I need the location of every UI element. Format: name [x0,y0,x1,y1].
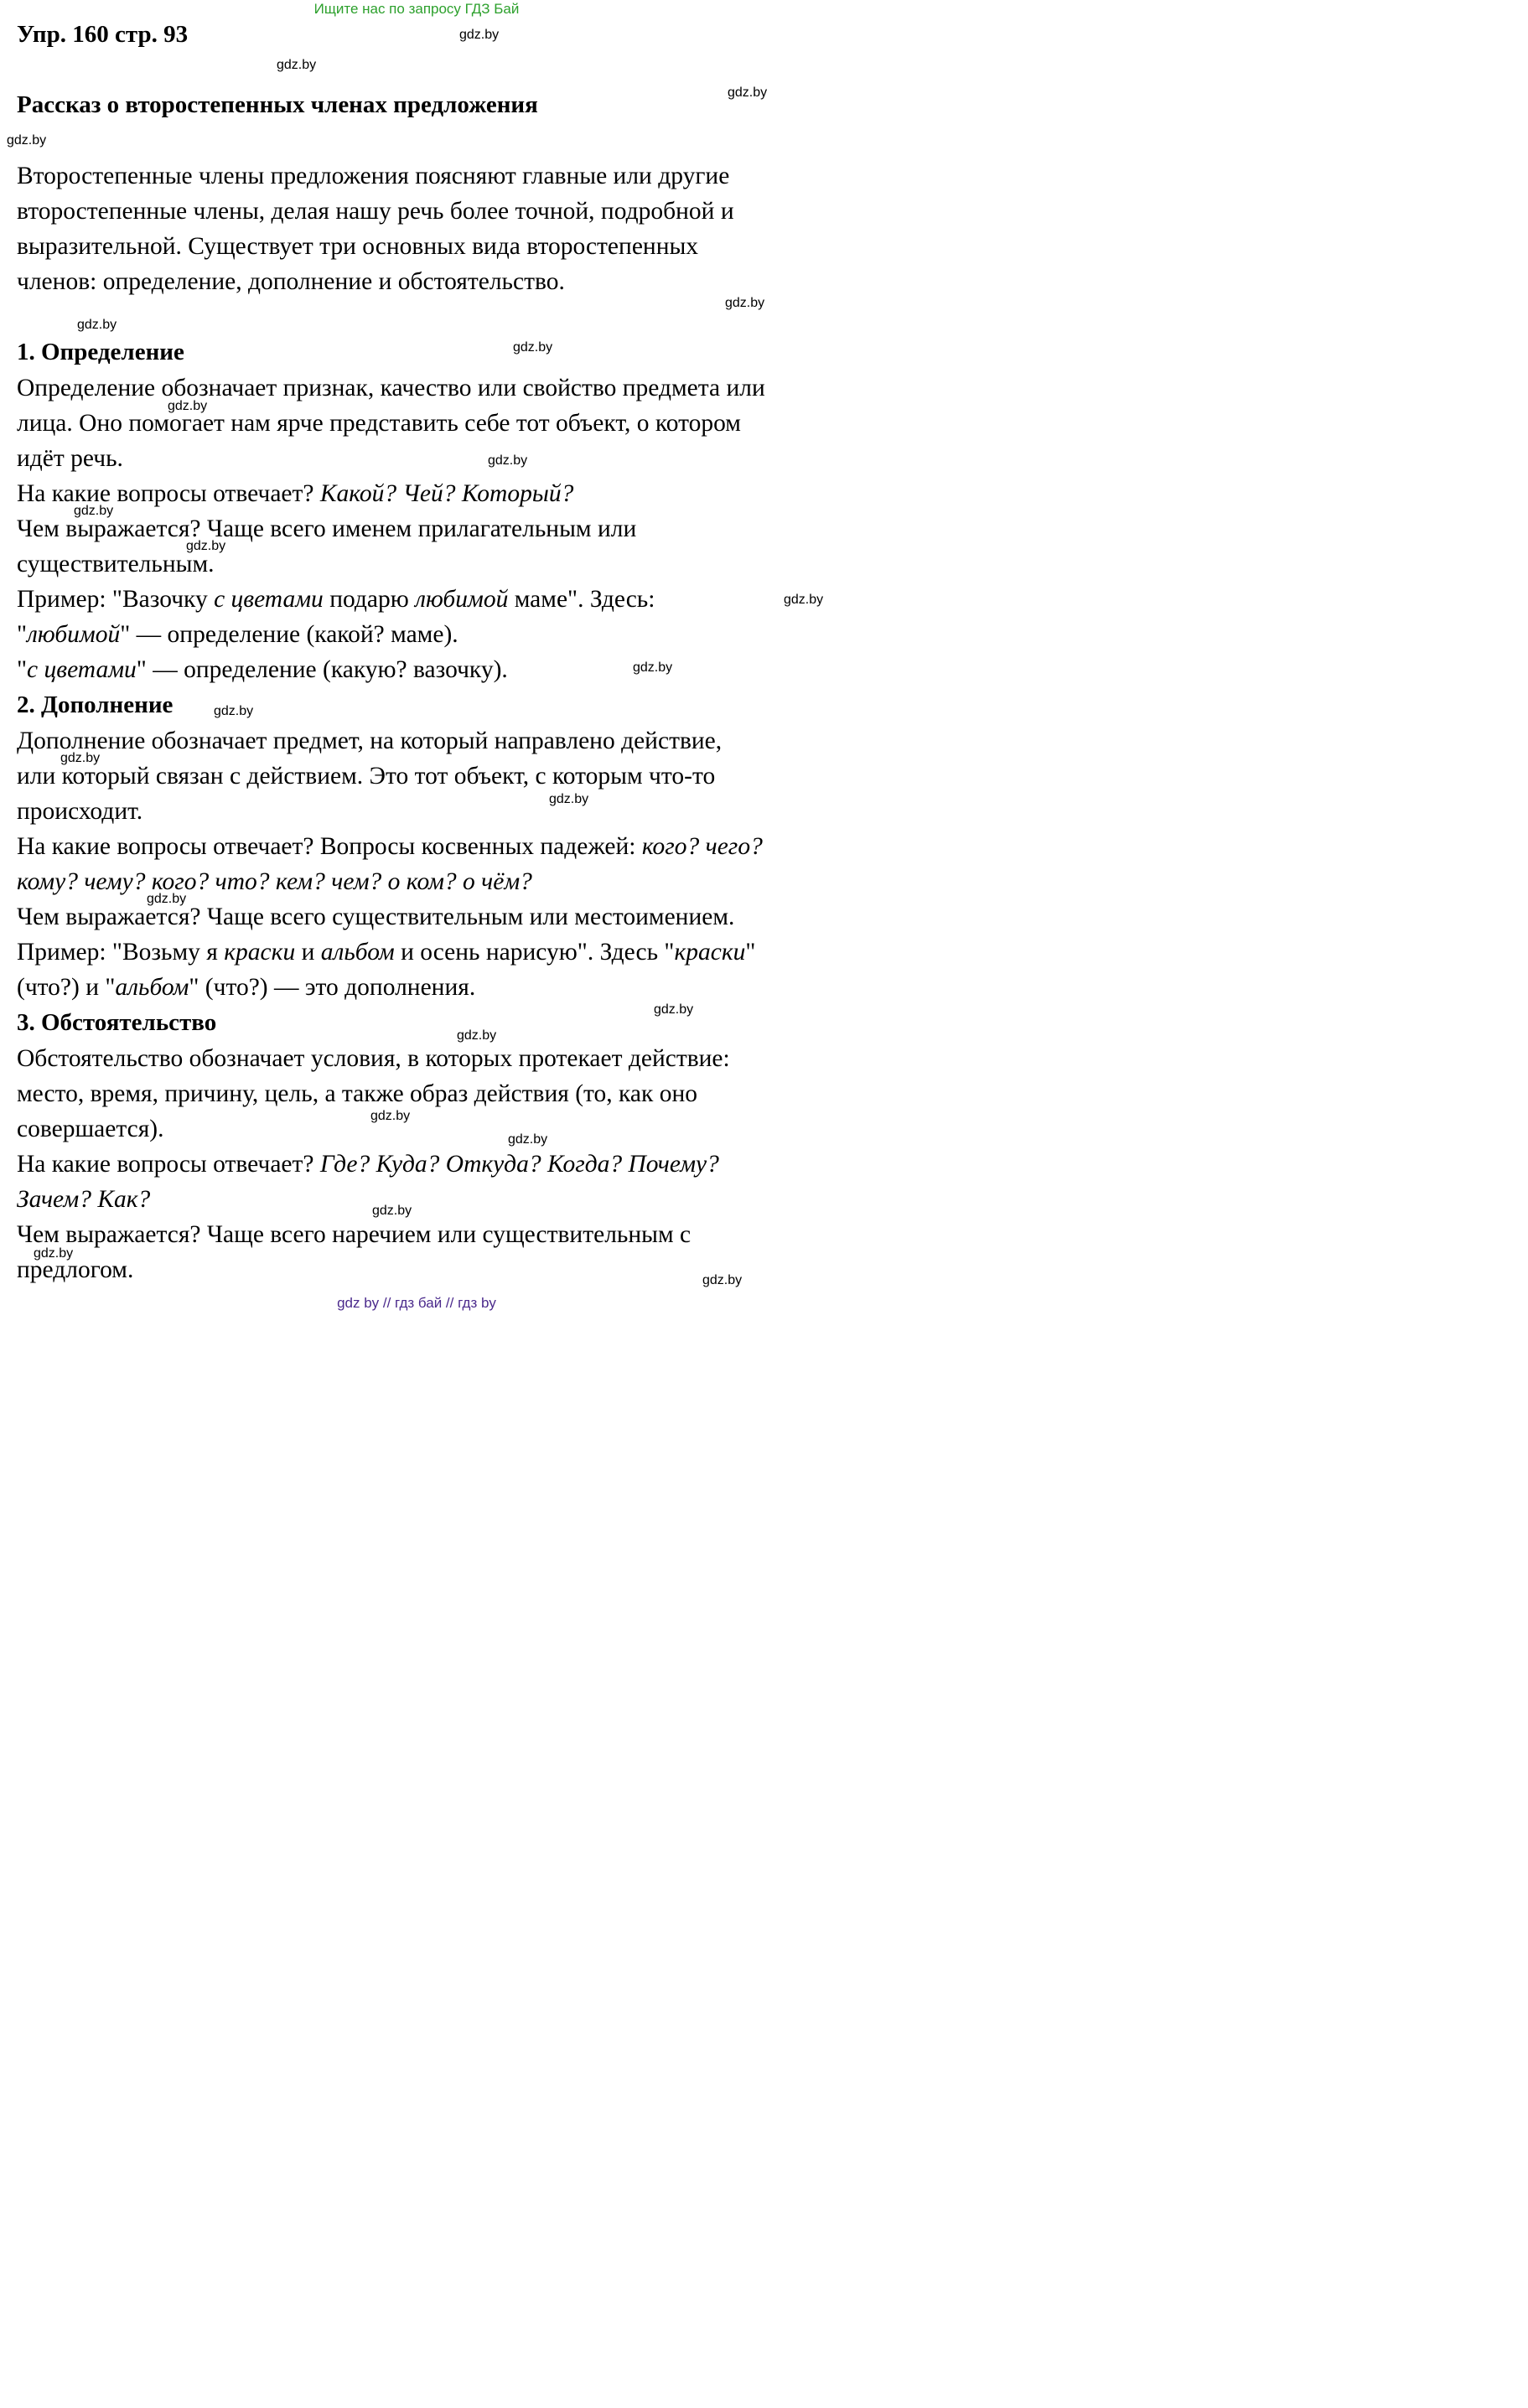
watermark: gdz.by [186,539,226,553]
footer-watermark: gdz by // гдз бай // гдз by [337,1295,496,1311]
expressed-line: существительным. [17,551,215,577]
watermark: gdz.by [488,453,528,468]
watermark: gdz.by [549,792,589,806]
watermark: gdz.by [277,58,317,72]
story-subtitle: Рассказ о второстепенных членах предложения [17,91,538,118]
quote-mark: " [17,621,28,648]
note-text: " — определение (какой? маме). [120,621,458,648]
questions-label: На какие вопросы отвечает? [17,1151,314,1178]
questions-line [17,1147,719,1181]
expressed-line: предлогом. [17,1256,134,1283]
section-heading-object: 2. Дополнение [17,691,174,718]
section-text-line: происходит. [17,798,143,825]
watermark: gdz.by [459,28,500,42]
note-text: " (что?) — это дополнения. [189,974,476,1001]
example-emphasis: краски [224,939,296,966]
exercise-title: Упр. 160 стр. 93 [17,21,189,48]
watermark: gdz.by [728,85,768,100]
watermark: gdz.by [702,1273,743,1287]
watermark: gdz.by [7,133,47,148]
questions-value: Где? Куда? Откуда? Когда? Почему? [319,1151,719,1178]
quote-mark: " [17,656,28,683]
search-banner: Ищите нас по запросу ГДЗ Бай [313,1,520,17]
questions-value: кому? чему? кого? что? кем? чем? о ком? о чём? [17,868,532,895]
expressed-line: Чем выражается? Чаще всего наречием или существительным с [17,1221,691,1248]
example-emphasis: краски [674,939,746,966]
example-emphasis: альбом [115,974,189,1001]
section-text-line: совершается). [17,1116,164,1142]
watermark: gdz.by [77,318,117,332]
section-text-line: или который связан с действием. Это тот объект, с которым что-то [17,763,716,790]
example-emphasis: с цветами [27,656,137,683]
example-text: Пример: "Возьму я [17,939,218,966]
example-note-line [17,971,475,1004]
example-text: Пример: "Вазочку [17,586,208,613]
section-text-line: Обстоятельство обозначает условия, в которых протекает действие: [17,1045,730,1072]
section-text-line: идёт речь. [17,445,123,472]
watermark: gdz.by [633,660,673,675]
watermark: gdz.by [214,704,254,718]
note-text: " — определение (какую? вазочку). [136,656,508,683]
questions-line [17,1183,150,1216]
questions-line [17,865,532,898]
watermark: gdz.by [168,399,208,413]
example-note-line [17,653,508,686]
questions-label: На какие вопросы отвечает? Вопросы косвенных падежей: [17,833,636,860]
watermark: gdz.by [74,504,114,518]
section-text-line: Дополнение обозначает предмет, на который направлено действие, [17,728,723,754]
questions-value: Какой? Чей? Который? [319,480,574,507]
questions-label: На какие вопросы отвечает? [17,480,314,507]
watermark: gdz.by [508,1132,548,1147]
section-text-line: Определение обозначает признак, качество или свойство предмета или [17,375,765,401]
intro-line: выразительной. Существует три основных вида второстепенных [17,233,699,260]
expressed-line: Чем выражается? Чаще всего существительным или местоимением. [17,904,735,930]
section-text-line: лица. Оно помогает нам ярче представить себе тот объект, о котором [17,410,741,437]
example-text: маме". Здесь: [514,586,655,613]
watermark: gdz.by [784,593,824,607]
section-heading-definition: 1. Определение [17,339,184,365]
watermark: gdz.by [60,751,101,765]
intro-line: второстепенные члены, делая нашу речь более точной, подробной и [17,198,734,225]
example-emphasis: альбом [320,939,395,966]
watermark: gdz.by [34,1246,74,1261]
example-emphasis: любимой [27,621,121,648]
note-text: (что?) и " [17,974,116,1001]
watermark: gdz.by [372,1204,412,1218]
example-emphasis: с цветами [214,586,324,613]
watermark: gdz.by [370,1109,411,1123]
example-text: и [301,939,315,966]
watermark: gdz.by [457,1028,497,1043]
example-note-line [17,618,458,651]
intro-line: Второстепенные члены предложения поясняют главные или другие [17,163,730,189]
intro-line: членов: определение, дополнение и обстоятельство. [17,268,565,295]
section-text-line: место, время, причину, цель, а также образ действия (то, как оно [17,1080,698,1107]
example-line [17,935,755,969]
example-line [17,583,655,616]
section-heading-adverbial: 3. Обстоятельство [17,1009,217,1036]
watermark: gdz.by [725,296,765,310]
watermark: gdz.by [654,1002,694,1017]
quote-mark: " [745,939,756,966]
example-emphasis: любимой [415,586,509,613]
example-text: и осень нарисую". Здесь " [401,939,675,966]
questions-line [17,830,763,863]
expressed-line: Чем выражается? Чаще всего именем прилагательным или [17,515,637,542]
questions-value: кого? чего? [641,833,763,860]
watermark: gdz.by [513,340,553,355]
example-text: подарю [329,586,409,613]
questions-value: Зачем? Как? [17,1186,151,1213]
watermark: gdz.by [147,892,187,906]
